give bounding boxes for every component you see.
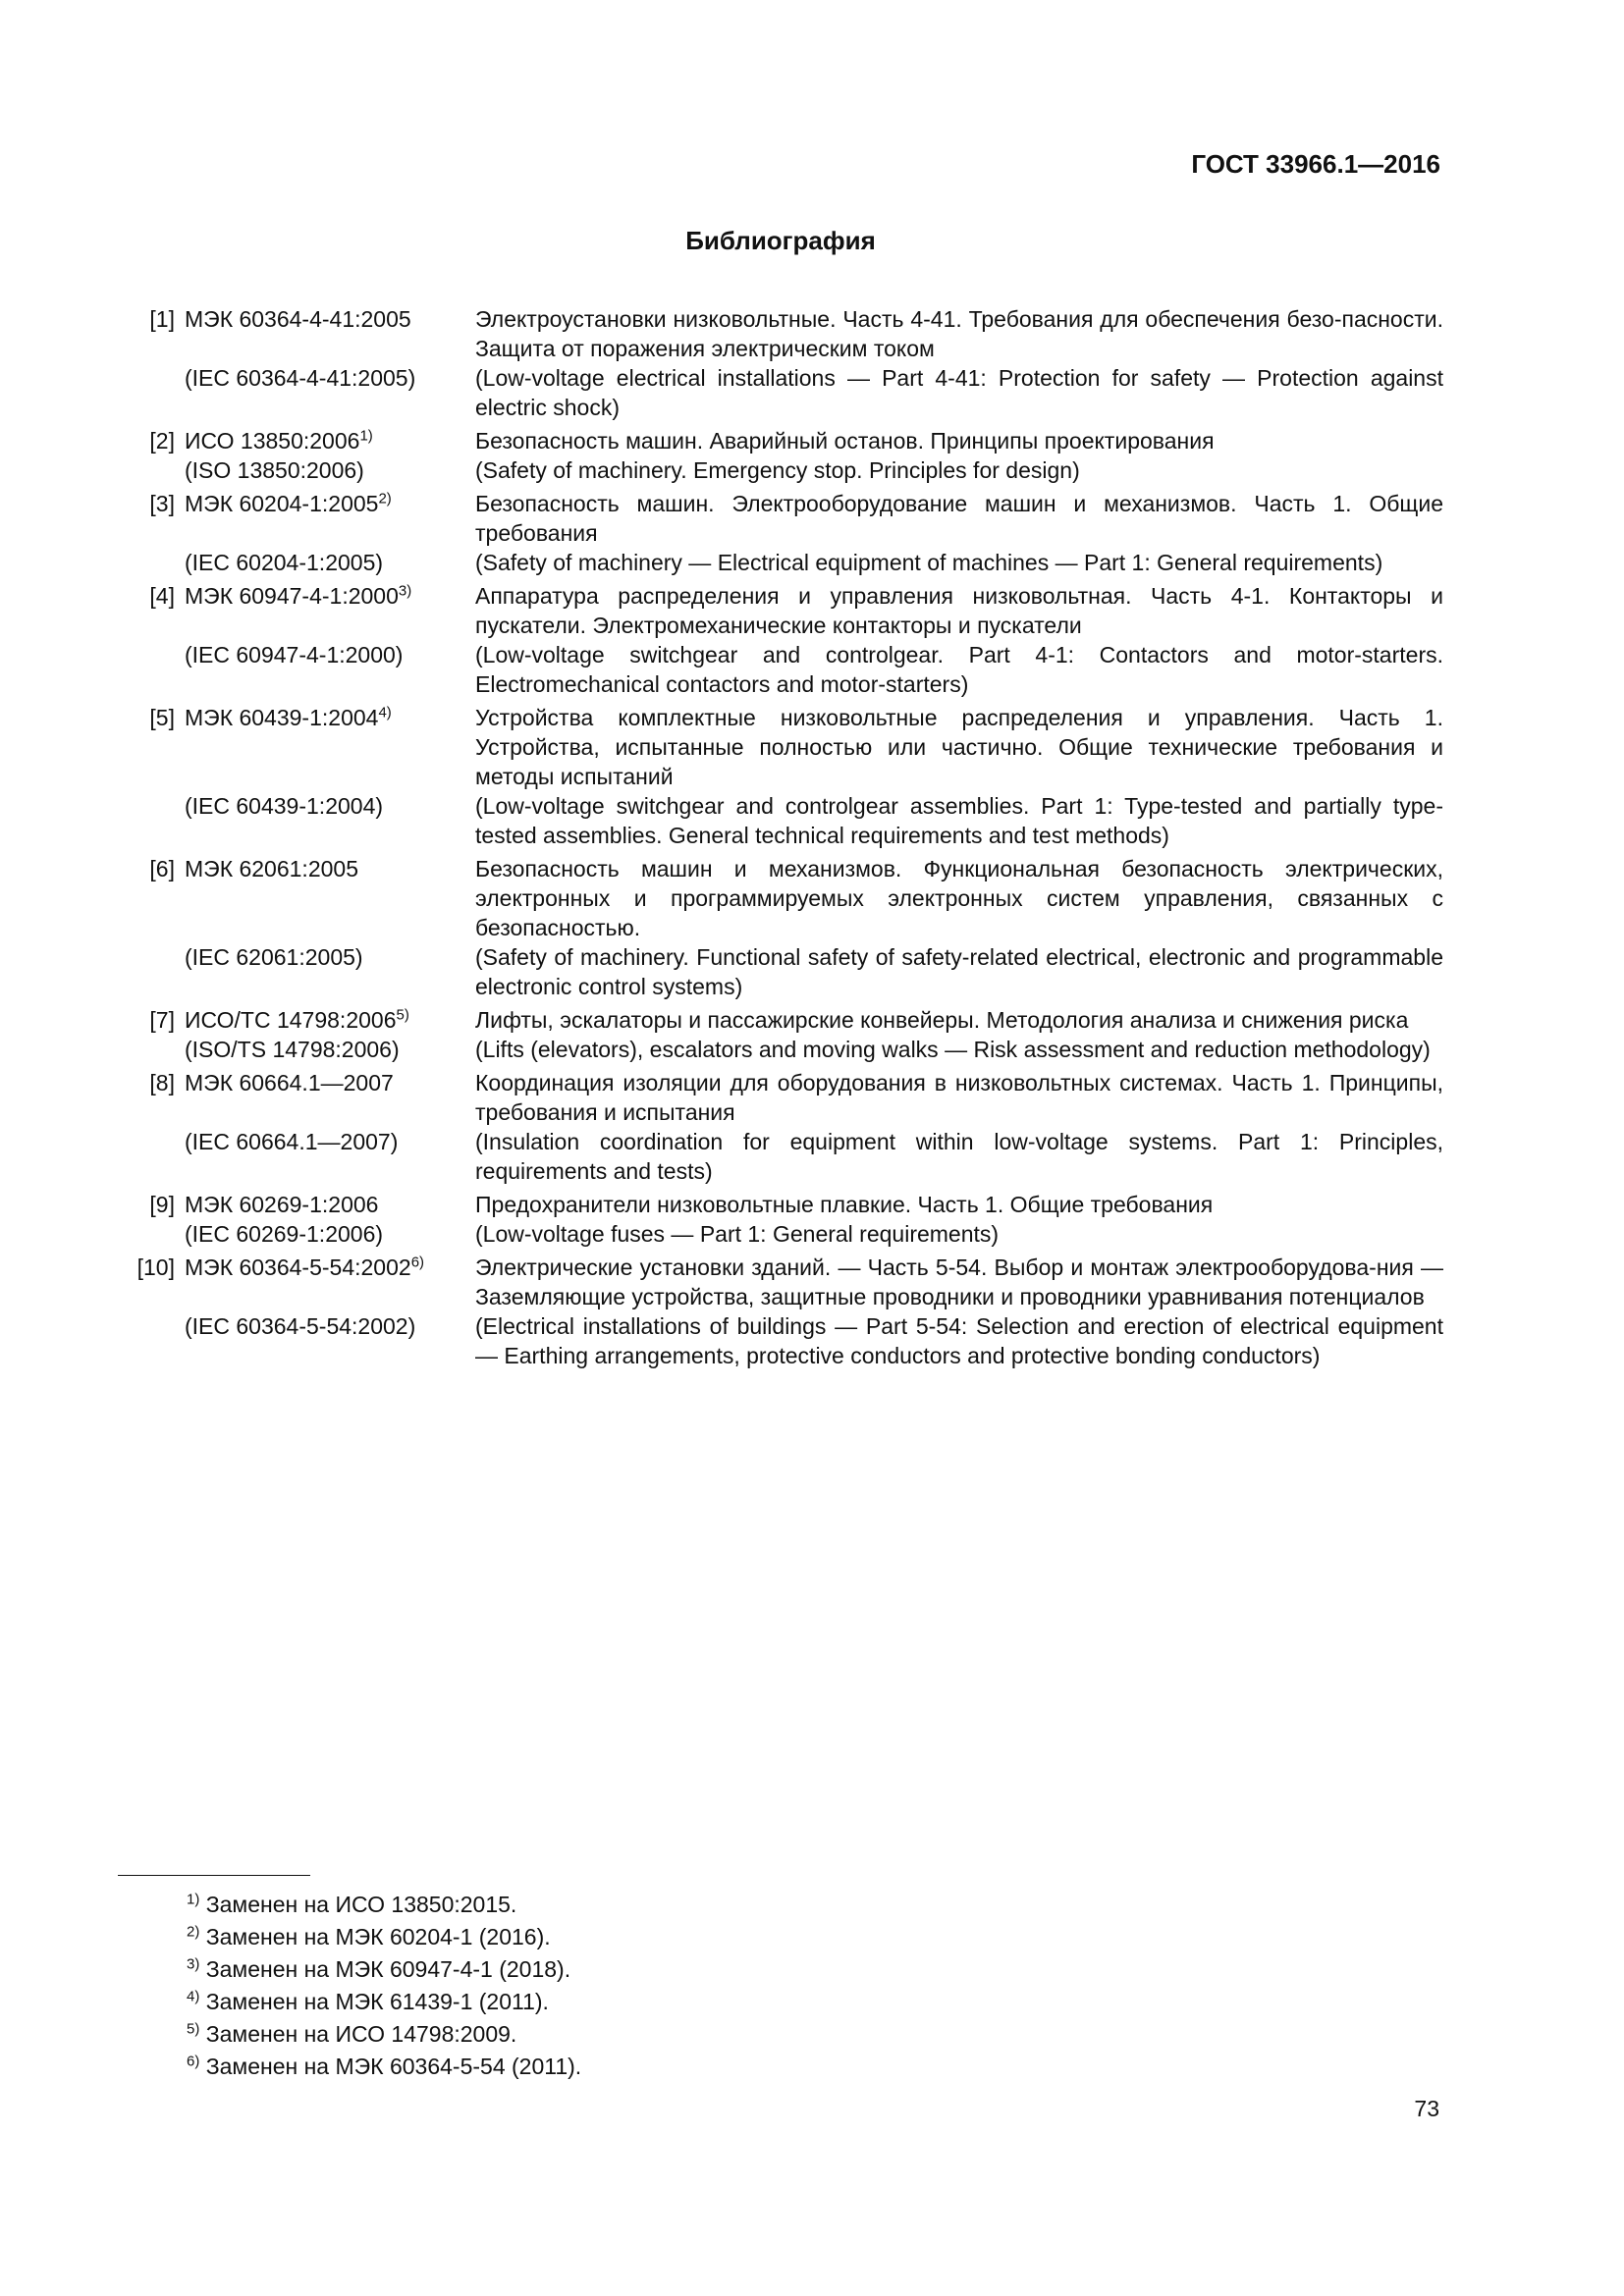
footnote-mark: 5) bbox=[187, 2020, 200, 2038]
footnote bbox=[187, 1986, 581, 2018]
entry-code-ru: МЭК 60364-4-41:2005 bbox=[185, 306, 411, 332]
entry-code-en: (IEC 60364-5-54:2002) bbox=[185, 1313, 416, 1339]
footnote-mark: 1) bbox=[359, 427, 373, 445]
entry-number: [10] bbox=[136, 1255, 175, 1280]
entry-code-en: (IEC 60439-1:2004) bbox=[185, 793, 384, 819]
entry-title-ru: Лифты, эскалаторы и пассажирские конвейеры. Методология анализа и снижения риска bbox=[475, 1007, 1409, 1033]
footnote bbox=[187, 2051, 581, 2083]
entry-code-ru: МЭК 60269-1:2006 bbox=[185, 1192, 379, 1217]
footnote-mark: 6) bbox=[187, 2053, 200, 2070]
entry-number: [5] bbox=[149, 705, 175, 730]
entry-code-en: (ISO/TS 14798:2006) bbox=[185, 1037, 400, 1062]
bibliography-entry bbox=[128, 426, 1443, 485]
entry-title-ru: Безопасность машин и механизмов. Функциональная безопасность электрических, электронных и программируемых электронных систем управления, связанных с безопасностью. bbox=[475, 856, 1443, 940]
entry-title-en: (Safety of machinery. Functional safety of safety-related electrical, electronic and programmable electronic control systems) bbox=[475, 944, 1443, 999]
footnote-mark: 3) bbox=[187, 1955, 200, 1973]
bibliography-entry bbox=[128, 703, 1443, 850]
entry-title-ru: Аппаратура распределения и управления низковольтная. Часть 4-1. Контакторы и пускатели. Электромеханические контакторы и пускатели bbox=[475, 583, 1443, 638]
entry-code-ru: МЭК 60364-5-54:2002$^{6)}$ bbox=[185, 1254, 425, 1280]
entry-code-en: (IEC 60269-1:2006) bbox=[185, 1221, 384, 1247]
entry-title-en: (Low-voltage switchgear and controlgear assemblies. Part 1: Type-tested and partially type-tested assemblies. General technical requirements and test methods) bbox=[475, 793, 1443, 848]
footnote-mark: 2) bbox=[378, 490, 392, 507]
entry-code-en: (IEC 60664.1—2007) bbox=[185, 1129, 399, 1154]
entry-code-ru: МЭК 60439-1:2004$^{4)}$ bbox=[185, 704, 392, 730]
page-number: 73 bbox=[1414, 2096, 1439, 2121]
bibliography-entry bbox=[128, 1005, 1443, 1064]
footnote-mark: 4) bbox=[187, 1988, 200, 2005]
page-title: Библиография bbox=[685, 226, 876, 255]
entry-title-ru: Электроустановки низковольтные. Часть 4-41. Требования для обеспечения безо-пасности. Защита от поражения электрическим током bbox=[475, 306, 1443, 361]
entry-title-en: (Insulation coordination for equipment within low-voltage systems. Part 1: Principles, requirements and tests) bbox=[475, 1129, 1443, 1184]
footnote-text: Заменен на МЭК 60364-5-54 (2011). bbox=[199, 2054, 582, 2079]
entry-title-ru: Электрические установки зданий. — Часть 5-54. Выбор и монтаж электрооборудова-ния — Заземляющие устройства, защитные проводники и проводники уравнивания потенциалов bbox=[475, 1255, 1443, 1309]
entry-title-en: (Lifts (elevators), escalators and moving walks — Risk assessment and reduction methodology) bbox=[475, 1037, 1431, 1062]
entry-title-en: (Low-voltage fuses — Part 1: General requirements) bbox=[475, 1221, 1000, 1247]
entry-title-en: (Safety of machinery. Emergency stop. Principles for design) bbox=[475, 457, 1080, 483]
footnotes bbox=[187, 1889, 581, 2083]
entry-title-en: (Low-voltage switchgear and controlgear. Part 4-1: Contactors and motor-starters. Electromechanical contactors and motor-starters) bbox=[475, 642, 1443, 697]
bibliography-entry bbox=[128, 1190, 1443, 1249]
footnote-mark: 3) bbox=[398, 582, 412, 600]
entry-code-en: (IEC 60947-4-1:2000) bbox=[185, 642, 404, 667]
entry-code-ru: ИСО/ТС 14798:2006$^{5)}$ bbox=[185, 1006, 409, 1033]
bibliography-list bbox=[128, 304, 1443, 1374]
entry-title-ru: Безопасность машин. Аварийный останов. Принципы проектирования bbox=[475, 428, 1215, 454]
entry-number: [9] bbox=[149, 1192, 175, 1217]
entry-title-ru: Координация изоляции для оборудования в низковольтных системах. Часть 1. Принципы, требования и испытания bbox=[475, 1070, 1443, 1125]
footnote-text: Заменен на ИСО 13850:2015. bbox=[199, 1892, 517, 1917]
bibliography-entry bbox=[128, 1253, 1443, 1370]
footnote-mark: 4) bbox=[378, 704, 392, 721]
entry-code-ru: МЭК 60204-1:2005$^{2)}$ bbox=[185, 490, 392, 516]
entry-code-en: (IEC 60364-4-41:2005) bbox=[185, 365, 416, 391]
footnote-text: Заменен на МЭК 60204-1 (2016). bbox=[199, 1924, 551, 1949]
footnote bbox=[187, 1921, 581, 1953]
entry-number: [3] bbox=[149, 491, 175, 516]
footnote bbox=[187, 1889, 581, 1921]
entry-number: [4] bbox=[149, 583, 175, 609]
bibliography-entry bbox=[128, 581, 1443, 699]
footnote-mark: 6) bbox=[410, 1254, 425, 1271]
bibliography-entry bbox=[128, 489, 1443, 577]
entry-code-ru: МЭК 60664.1—2007 bbox=[185, 1070, 394, 1095]
entry-code-en: (IEC 60204-1:2005) bbox=[185, 550, 384, 575]
footnote-mark: 1) bbox=[187, 1891, 200, 1908]
footnote-mark: 5) bbox=[396, 1006, 409, 1024]
entry-number: [8] bbox=[149, 1070, 175, 1095]
footnote bbox=[187, 2018, 581, 2051]
footnote-divider bbox=[118, 1875, 310, 1876]
footnote bbox=[187, 1953, 581, 1986]
entry-number: [7] bbox=[149, 1007, 175, 1033]
entry-title-ru: Безопасность машин. Электрооборудование машин и механизмов. Часть 1. Общие требования bbox=[475, 491, 1443, 546]
bibliography-entry bbox=[128, 1068, 1443, 1186]
entry-number: [1] bbox=[149, 306, 175, 332]
entry-code-ru: МЭК 62061:2005 bbox=[185, 856, 358, 881]
entry-number: [2] bbox=[149, 428, 175, 454]
entry-code-ru: МЭК 60947-4-1:2000$^{3)}$ bbox=[185, 582, 412, 609]
entry-code-en: (ISO 13850:2006) bbox=[185, 457, 364, 483]
entry-code-en: (IEC 62061:2005) bbox=[185, 944, 363, 970]
entry-code-ru: ИСО 13850:2006$^{1)}$ bbox=[185, 427, 373, 454]
bibliography-entry bbox=[128, 854, 1443, 1001]
entry-title-ru: Устройства комплектные низковольтные распределения и управления. Часть 1. Устройства, испытанные полностью или частично. Общие технические требования и методы испытаний bbox=[475, 705, 1443, 789]
footnote-mark: 2) bbox=[187, 1923, 200, 1941]
document-standard-number: ГОСТ 33966.1—2016 bbox=[1191, 149, 1440, 179]
footnote-text: Заменен на МЭК 60947-4-1 (2018). bbox=[199, 1956, 571, 1982]
entry-number: [6] bbox=[149, 856, 175, 881]
entry-title-en: (Electrical installations of buildings — Part 5-54: Selection and erection of electrical equipment — Earthing arrangements, protective conductors and protective bonding conductors) bbox=[475, 1313, 1443, 1368]
entry-title-en: (Low-voltage electrical installations — Part 4-41: Protection for safety — Protection against electric shock) bbox=[475, 365, 1443, 420]
footnote-text: Заменен на МЭК 61439-1 (2011). bbox=[199, 1989, 549, 2014]
bibliography-entry bbox=[128, 304, 1443, 422]
entry-title-ru: Предохранители низковольтные плавкие. Часть 1. Общие требования bbox=[475, 1192, 1214, 1217]
entry-title-en: (Safety of machinery — Electrical equipment of machines — Part 1: General requirements) bbox=[475, 550, 1383, 575]
footnote-text: Заменен на ИСО 14798:2009. bbox=[199, 2021, 517, 2047]
